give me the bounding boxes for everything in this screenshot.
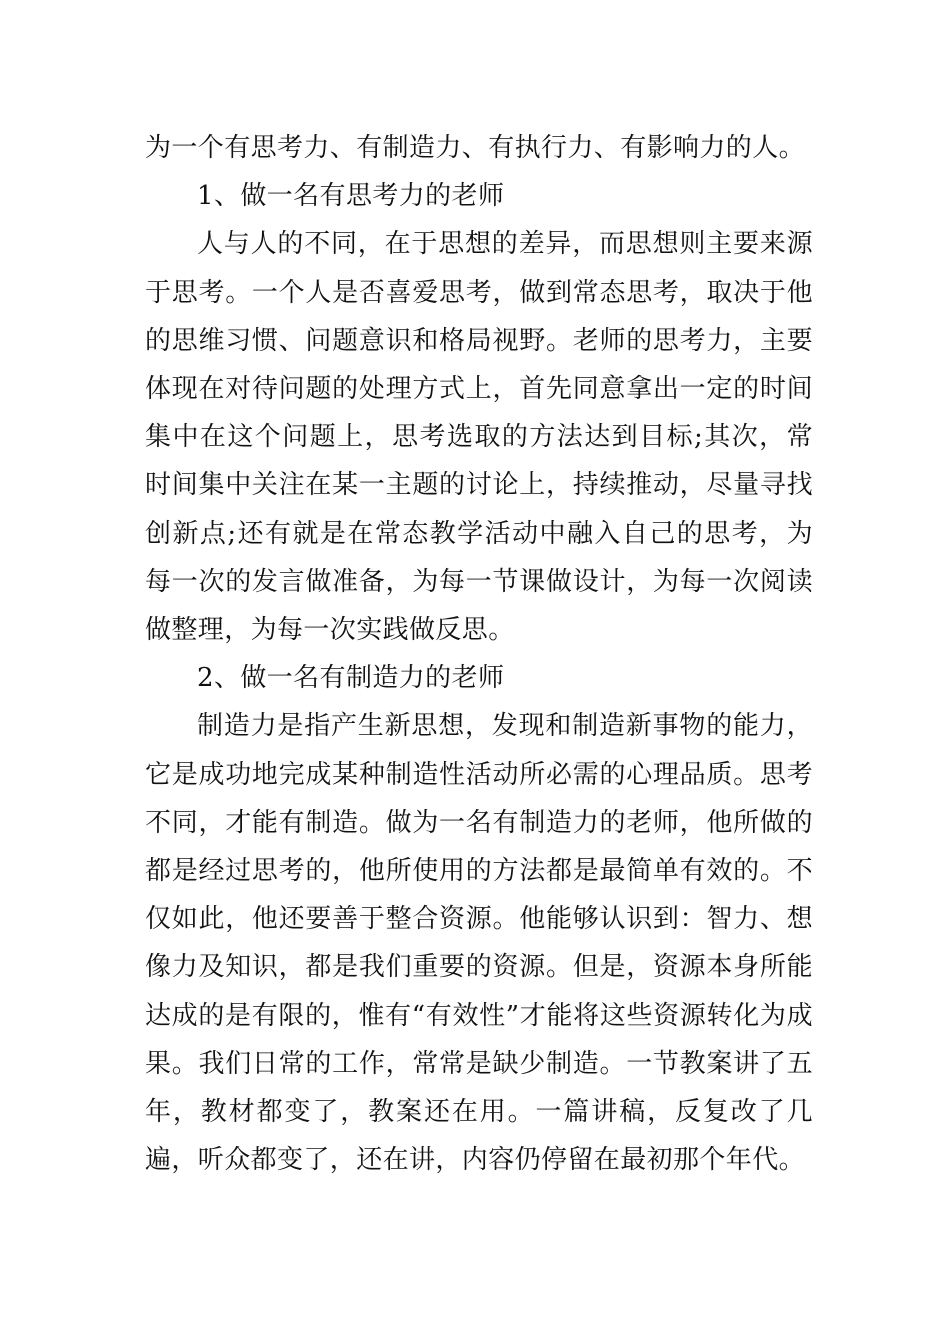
section-heading-creativity: 2、做一名有制造力的老师 bbox=[197, 663, 505, 694]
section-heading-thinking: 1、做一名有思考力的老师 bbox=[197, 181, 505, 212]
paragraph-creativity: 制造力是指产生新思想，发现和制造新事物的能力，它是成功地完成某种制造性活动所必需的心理品质。思考不同，才能有制造。做为一名有制造力的老师，他所做的都是经过思考的，他所使用的方法都是最简单有效的。不仅如此，他还要善于整合资源。他能够认识到：智力、想像力及知识，都是我们重要的资源。但是，资源本身所能达成的是有限的，惟有“有效性”才能将这些资源转化为成果。我们日常的工作，常常是缺少制造。一节教案讲了五年，教材都变了，教案还在用。一篇讲稿，反复改了几遍，听众都变了，还在讲，内容仍停留在最初那个年代。 bbox=[145, 711, 813, 1176]
paragraph-thinking: 人与人的不同，在于思想的差异，而思想则主要来源于思考。一个人是否喜爱思考，做到常态思考，取决于他的思维习惯、问题意识和格局视野。老师的思考力，主要体现在对待问题的处理方式上，首先同意拿出一定的时间集中在这个问题上，思考选取的方法达到目标;其次，常时间集中关注在某一主题的讨论上，持续推动，尽量寻找创新点;还有就是在常态教学活动中融入自己的思考，为每一次的发言做准备，为每一节课做设计，为每一次阅读做整理，为每一次实践做反思。 bbox=[145, 229, 813, 646]
document-body bbox=[145, 124, 813, 1184]
paragraph-continuation: 为一个有思考力、有制造力、有执行力、有影响力的人。 bbox=[145, 133, 806, 163]
